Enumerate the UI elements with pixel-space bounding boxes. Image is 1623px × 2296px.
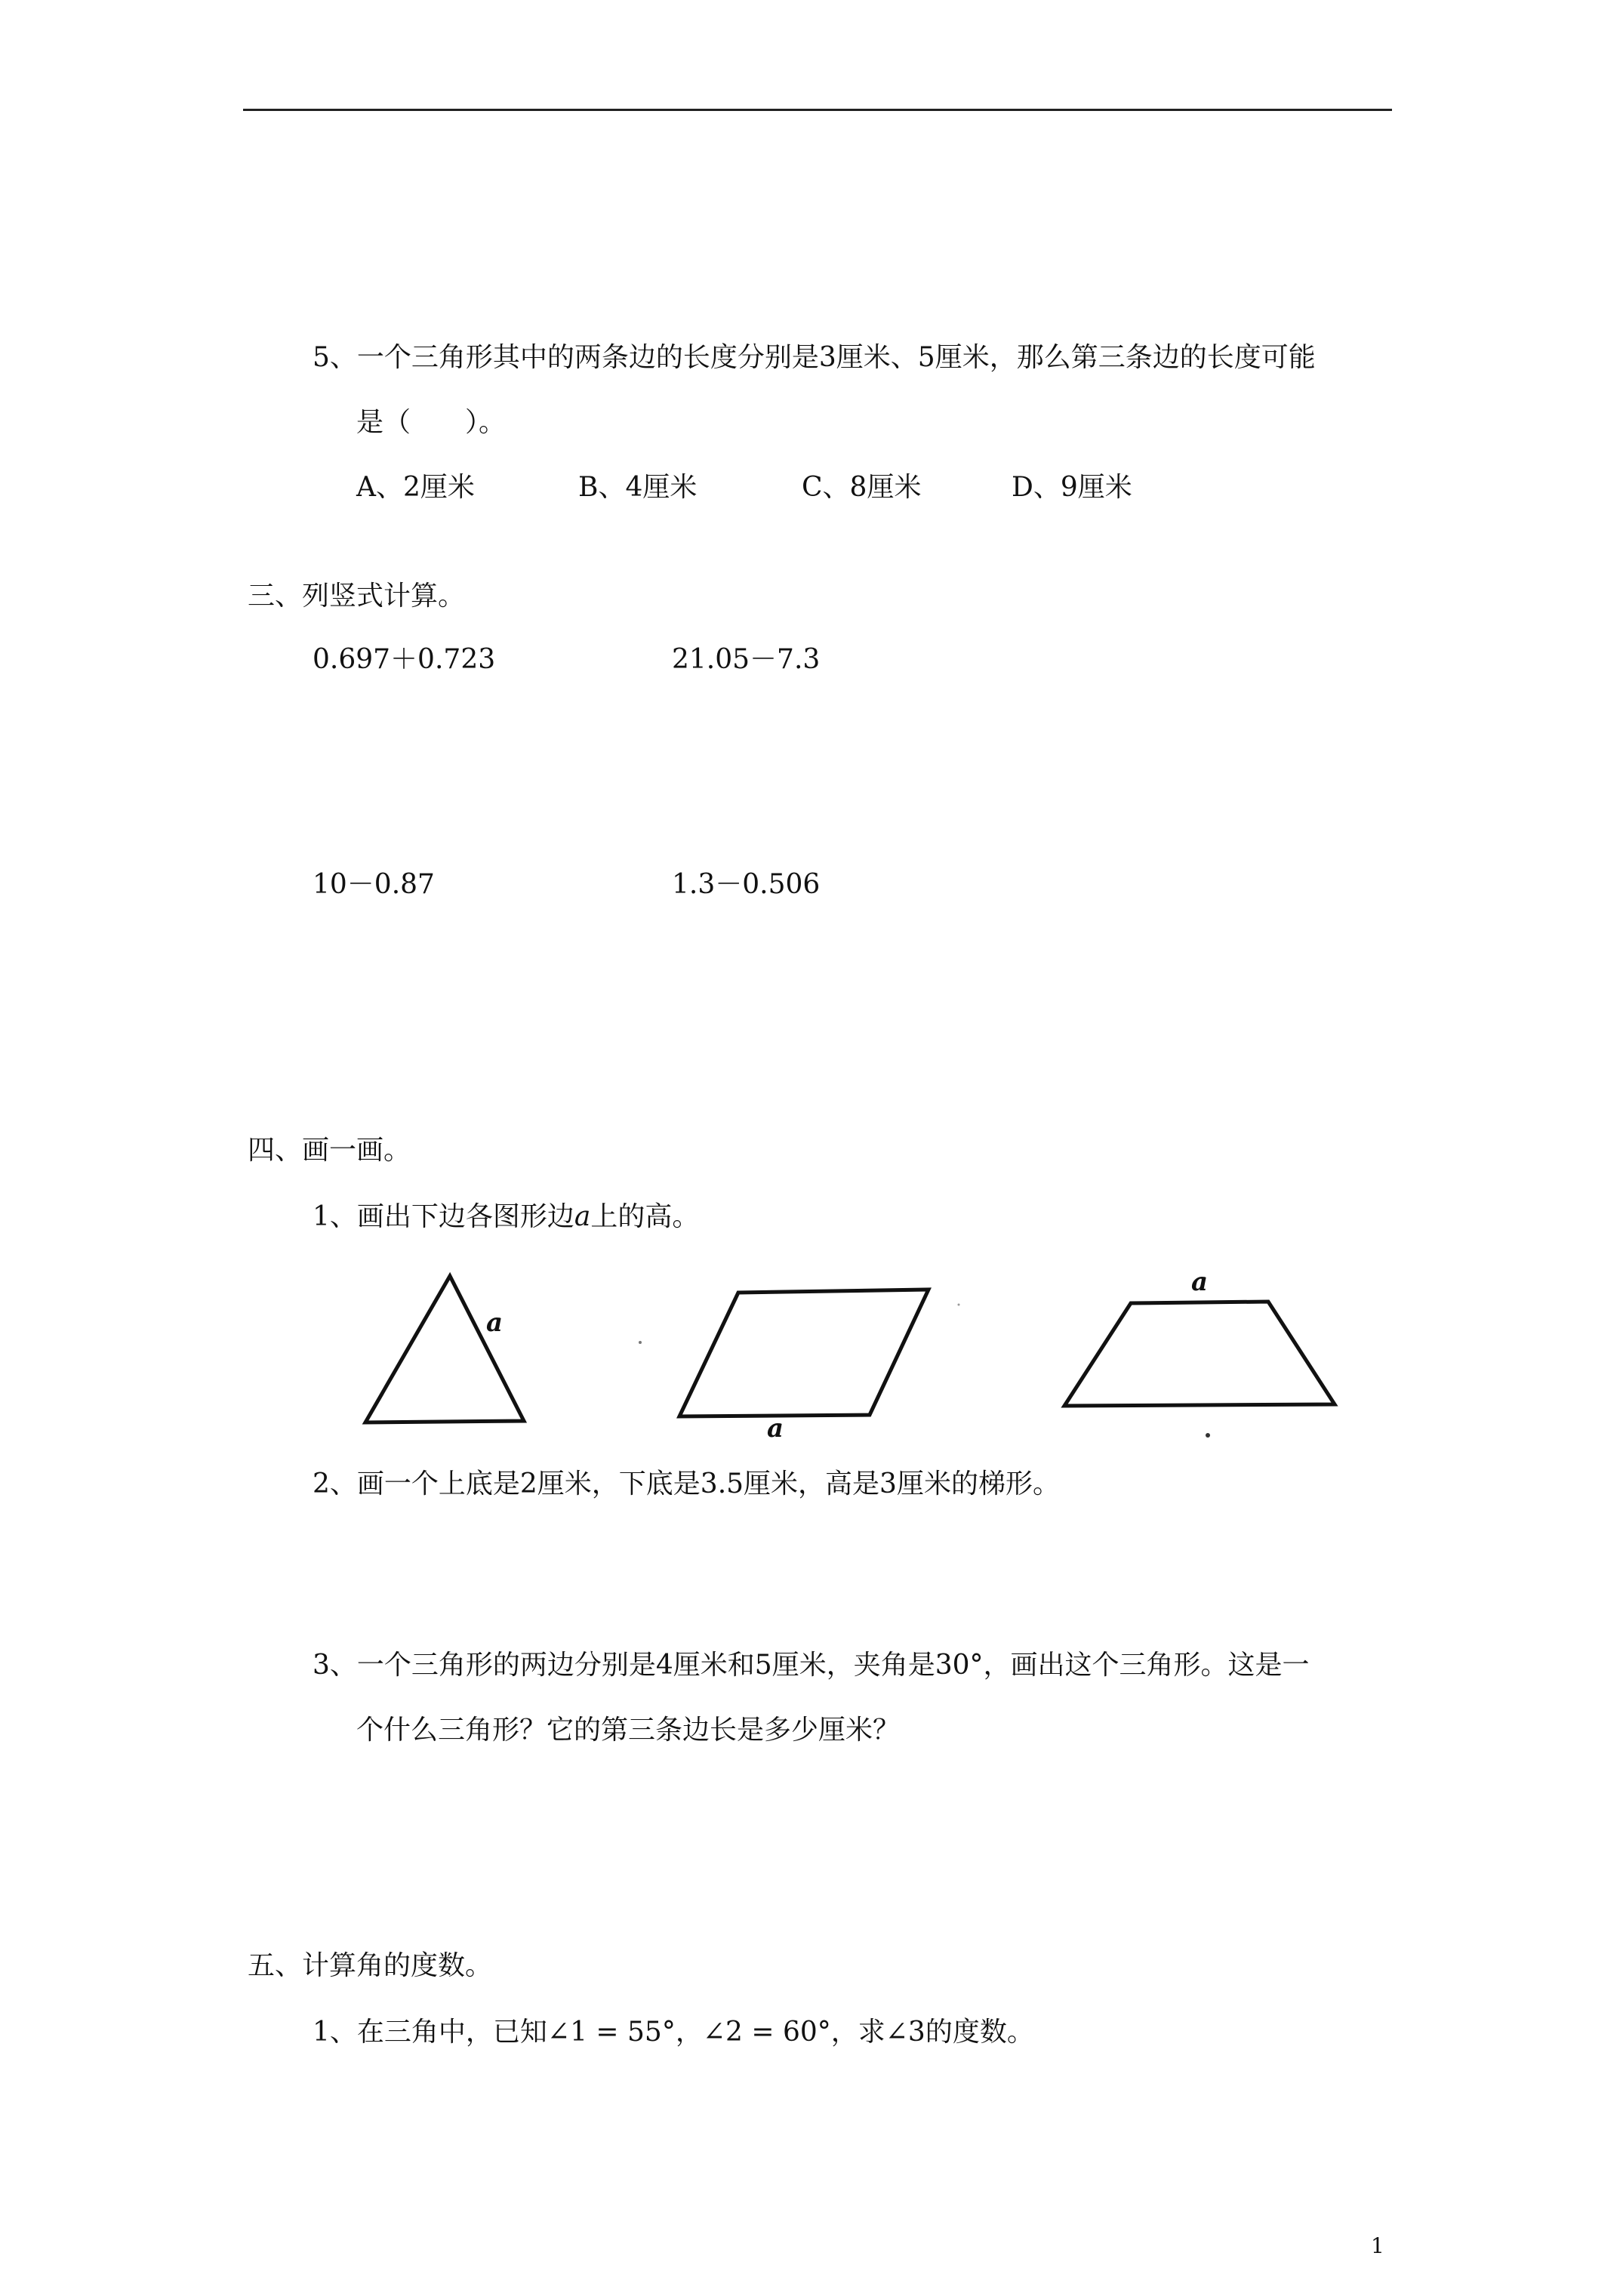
speck-dot [1206, 1433, 1210, 1438]
section5-item1: 1、在三角中，已知∠1 = 55°，∠2 = 60°，求∠3的度数。 [313, 2017, 1034, 2048]
parallelogram-label-a: a [767, 1413, 784, 1444]
calc-problem-2: 21.05－7.3 [672, 644, 821, 675]
item1-suffix: 上的高。 [590, 1201, 700, 1232]
speck-dot [639, 1341, 642, 1344]
q5-option-b: B、4厘米 [578, 472, 698, 503]
speck-dot [958, 1304, 960, 1306]
trapezoid-label-a: a [1191, 1267, 1209, 1297]
section4-heading: 四、画一画。 [248, 1135, 411, 1166]
calc-problem-1: 0.697＋0.723 [313, 644, 496, 675]
item1-variable: a [574, 1201, 591, 1232]
q5-option-a: A、2厘米 [356, 472, 475, 503]
triangle-label-a: a [486, 1308, 504, 1338]
section4-item2: 2、画一个上底是2厘米，下底是3.5厘米，高是3厘米的梯形。 [313, 1469, 1060, 1499]
parallelogram-shape [679, 1290, 929, 1416]
item1-prefix: 1、画出下边各图形边 [313, 1201, 574, 1232]
section4-item3-line1: 3、一个三角形的两边分别是4厘米和5厘米，夹角是30°，画出这个三角形。这是一 [313, 1650, 1310, 1681]
q5-line2: 是（ ）。 [356, 407, 507, 438]
section3-heading: 三、列竖式计算。 [248, 581, 466, 612]
triangle-shape [365, 1276, 524, 1422]
calc-problem-4: 1.3－0.506 [672, 869, 821, 900]
section5-heading: 五、计算角的度数。 [248, 1950, 493, 1981]
section4-item3-line2: 个什么三角形？它的第三条边长是多少厘米？ [356, 1715, 901, 1746]
calc-problem-3: 10－0.87 [313, 869, 435, 900]
q5-option-c: C、8厘米 [802, 472, 922, 503]
q5-line1: 5、一个三角形其中的两条边的长度分别是3厘米、5厘米，那么第三条边的长度可能 [313, 342, 1316, 373]
page-number: 1 [1371, 2233, 1384, 2258]
trapezoid-shape [1064, 1302, 1335, 1406]
q5-option-d: D、9厘米 [1012, 472, 1132, 503]
